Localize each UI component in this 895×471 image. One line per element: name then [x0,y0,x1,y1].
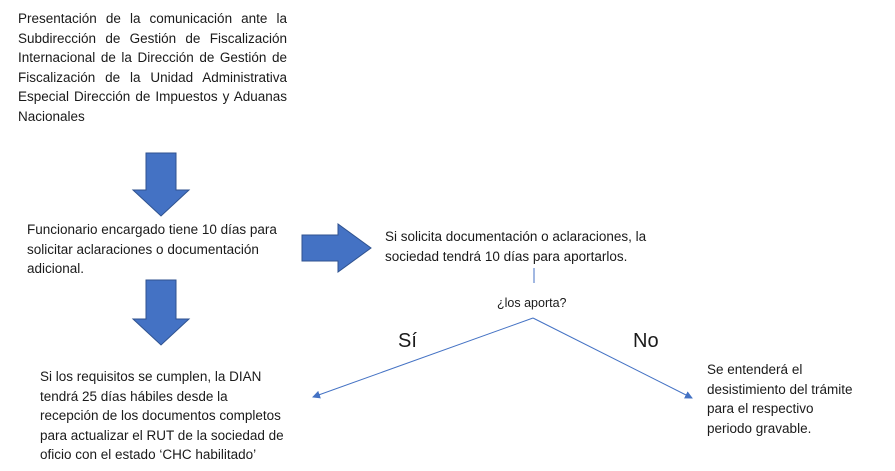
outcome-no-line-2: desistimiento del trámite [707,381,853,397]
outcome-yes-line-3: recepción de los documentos completos [40,408,281,423]
step2-line-3: adicional. [27,261,85,276]
decision-question [497,294,607,314]
yes-label-text: Sí [398,330,417,352]
step2-line-1: Funcionario encargado tiene 10 días para [27,222,277,237]
step2-line-2: solicitar aclaraciones o documentación [27,241,259,257]
step1-text-box [18,9,287,126]
step3-line-2: sociedad tendrá 10 días para aportarlos. [385,248,628,264]
no-label [633,332,659,352]
step2-text-box [27,220,317,279]
outcome-yes-line-2: tendrá 25 días hábiles desde la [40,388,228,404]
no-label-text: No [633,330,659,352]
yes-label [398,332,417,352]
outcome-yes-line-5: oficio con el estado ‘CHC habilitado’ [40,447,257,462]
step3-line-1: Si solicita documentación o aclaraciones, la [385,229,647,244]
branch-yes-line [313,318,533,397]
down-arrow-2 [133,280,189,345]
outcome-yes-line-1: Si los requisitos se cumplen, la DIAN [40,369,262,384]
step3-text-box [385,227,705,266]
outcome-yes-line-4: para actualizar el RUT de la sociedad de [40,427,284,443]
outcome-yes-text-box [40,367,330,465]
outcome-no-line-1: Se entenderá el [707,362,803,377]
step1-text: Presentación de la comunicación ante la Subdirección de Gestión de Fiscalización Internacional de la Dirección de Gestión de Fiscalización de la Unidad Administrativa Especial Dirección de Impuestos y Aduanas Nacionales [18,11,287,124]
outcome-no-line-4: periodo gravable. [707,420,812,436]
down-arrow-1 [133,153,189,216]
branch-no-line [533,318,692,398]
outcome-no-line-3: para el respectivo [707,401,814,416]
outcome-no-text-box [707,360,887,438]
decision-question-text: ¿los aporta? [497,296,567,310]
